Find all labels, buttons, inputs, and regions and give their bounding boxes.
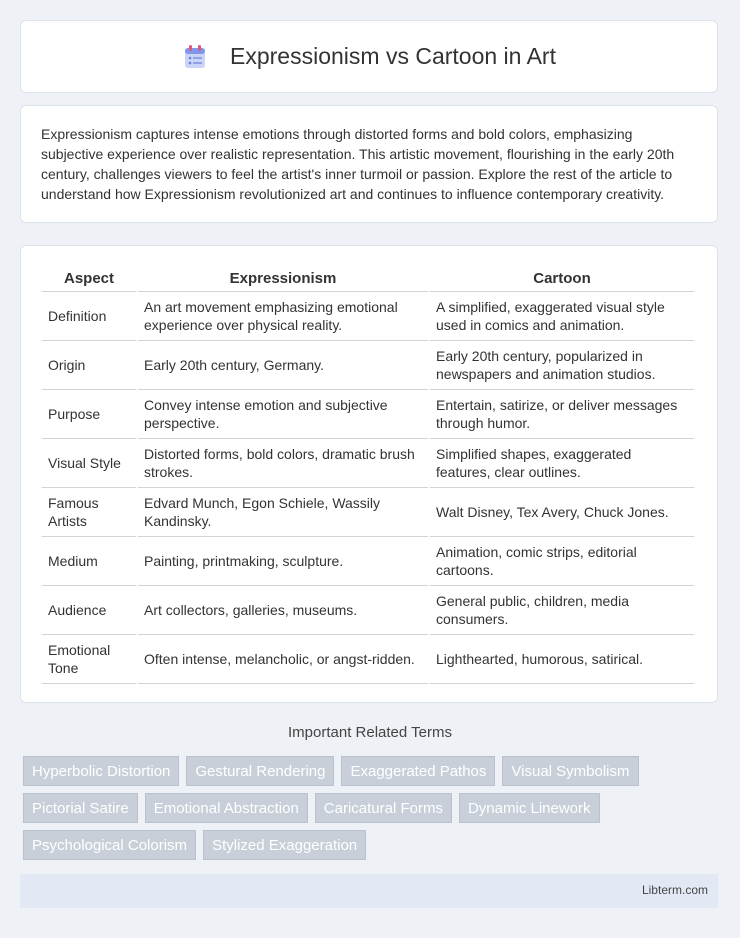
column-header-expressionism: Expressionism xyxy=(138,266,428,292)
expressionism-cell: Distorted forms, bold colors, dramatic brush strokes. xyxy=(138,439,428,488)
aspect-cell: Origin xyxy=(42,341,136,390)
table-row xyxy=(42,292,694,341)
table-row xyxy=(42,488,694,537)
table-row xyxy=(42,586,694,635)
related-terms-list xyxy=(23,756,723,860)
aspect-cell: Medium xyxy=(42,537,136,586)
expressionism-cell: Early 20th century, Germany. xyxy=(138,341,428,390)
cartoon-cell: General public, children, media consumers. xyxy=(430,586,694,635)
table-row xyxy=(42,439,694,488)
aspect-cell: Purpose xyxy=(42,390,136,439)
comparison-table-card xyxy=(20,245,718,703)
expressionism-cell: Edvard Munch, Egon Schiele, Wassily Kandinsky. xyxy=(138,488,428,537)
expressionism-cell: Convey intense emotion and subjective perspective. xyxy=(138,390,428,439)
cartoon-cell: Lighthearted, humorous, satirical. xyxy=(430,635,694,684)
column-header-cartoon: Cartoon xyxy=(430,266,694,292)
related-term-tag[interactable]: Gestural Rendering xyxy=(186,756,334,786)
related-terms-heading: Important Related Terms xyxy=(288,724,452,741)
table-row xyxy=(42,635,694,684)
table-header-row xyxy=(42,266,694,292)
expressionism-cell: An art movement emphasizing emotional experience over physical reality. xyxy=(138,292,428,341)
footer xyxy=(20,874,718,908)
aspect-cell: Emotional Tone xyxy=(42,635,136,684)
table-row xyxy=(42,341,694,390)
expressionism-cell: Art collectors, galleries, museums. xyxy=(138,586,428,635)
related-term-tag[interactable]: Pictorial Satire xyxy=(23,793,138,823)
aspect-cell: Famous Artists xyxy=(42,488,136,537)
table-row xyxy=(42,537,694,586)
aspect-cell: Audience xyxy=(42,586,136,635)
cartoon-cell: Entertain, satirize, or deliver messages through humor. xyxy=(430,390,694,439)
related-term-tag[interactable]: Exaggerated Pathos xyxy=(341,756,495,786)
table-row xyxy=(42,390,694,439)
intro-text: Expressionism captures intense emotions through distorted forms and bold colors, emphasizing subjective experience over realistic representation. This artistic movement, flourishing in the early 20th century, challenges viewers to feel the artist's inner turmoil or passion. Explore the rest of the article to understand how Expressionism revolutionized art and continues to influence contemporary creativity. xyxy=(41,126,675,202)
column-header-aspect: Aspect xyxy=(42,266,136,292)
related-term-tag[interactable]: Caricatural Forms xyxy=(315,793,452,823)
cartoon-cell: Walt Disney, Tex Avery, Chuck Jones. xyxy=(430,488,694,537)
page-title: Expressionism vs Cartoon in Art xyxy=(230,43,556,69)
related-term-tag[interactable]: Emotional Abstraction xyxy=(145,793,308,823)
aspect-cell: Visual Style xyxy=(42,439,136,488)
related-term-tag[interactable]: Visual Symbolism xyxy=(502,756,638,786)
footer-site-link[interactable]: Libterm.com xyxy=(641,883,708,897)
document-list-icon xyxy=(182,44,208,70)
cartoon-cell: Early 20th century, popularized in newspapers and animation studios. xyxy=(430,341,694,390)
related-term-tag[interactable]: Psychological Colorism xyxy=(23,830,196,860)
expressionism-cell: Painting, printmaking, sculpture. xyxy=(138,537,428,586)
cartoon-cell: Simplified shapes, exaggerated features, clear outlines. xyxy=(430,439,694,488)
expressionism-cell: Often intense, melancholic, or angst-ridden. xyxy=(138,635,428,684)
comparison-table xyxy=(40,266,696,684)
related-term-tag[interactable]: Stylized Exaggeration xyxy=(203,830,366,860)
aspect-cell: Definition xyxy=(42,292,136,341)
related-term-tag[interactable]: Dynamic Linework xyxy=(459,793,600,823)
header-card xyxy=(20,20,718,93)
related-term-tag[interactable]: Hyperbolic Distortion xyxy=(23,756,179,786)
intro-card xyxy=(20,105,718,223)
cartoon-cell: A simplified, exaggerated visual style used in comics and animation. xyxy=(430,292,694,341)
cartoon-cell: Animation, comic strips, editorial cartoons. xyxy=(430,537,694,586)
